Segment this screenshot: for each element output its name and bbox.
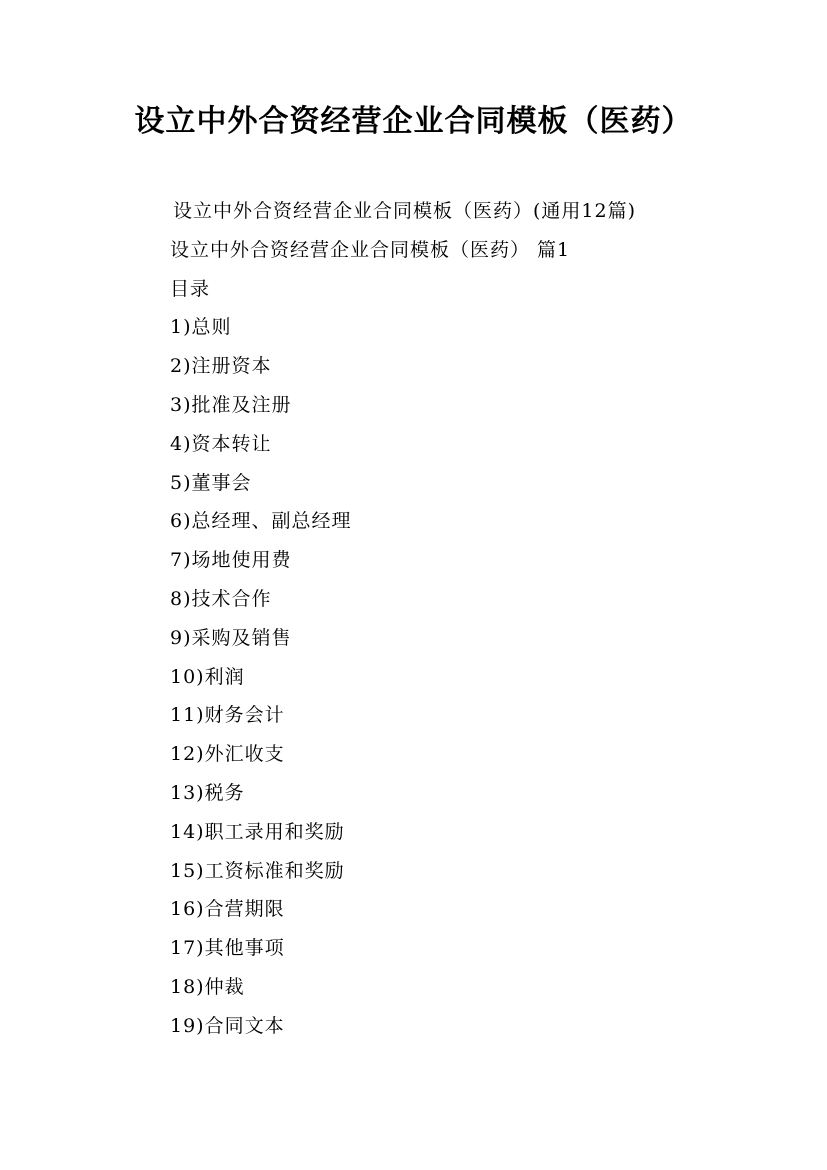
toc-item: 19)合同文本 (170, 1014, 285, 1037)
toc-item: 4)资本转让 (170, 432, 272, 455)
toc-item: 9)采购及销售 (170, 626, 292, 649)
toc-item: 18)仲裁 (170, 975, 245, 998)
toc-item: 10)利润 (170, 665, 245, 688)
toc-item: 13)税务 (170, 781, 245, 804)
toc-item: 15)工资标准和奖励 (170, 859, 345, 882)
toc-item: 14)职工录用和奖励 (170, 820, 345, 843)
document-title: 设立中外合资经营企业合同模板（医药） (134, 104, 693, 139)
toc-item: 3)批准及注册 (170, 393, 292, 416)
toc-item: 12)外汇收支 (170, 743, 285, 766)
toc-item: 6)总经理、副总经理 (170, 510, 352, 533)
document-subtitle: 设立中外合资经营企业合同模板（医药）(通用12篇) (173, 200, 637, 222)
toc-item: 11)财务会计 (170, 704, 285, 727)
toc-item: 1)总则 (170, 316, 232, 339)
toc-item: 2)注册资本 (170, 355, 272, 378)
toc-item: 7)场地使用费 (170, 549, 292, 572)
toc-item: 17)其他事项 (170, 937, 285, 960)
document-body (170, 192, 810, 1046)
toc-item: 8)技术合作 (170, 587, 272, 610)
toc-label: 目录 (170, 277, 211, 300)
toc-item: 5)董事会 (170, 471, 252, 494)
chapter-heading: 设立中外合资经营企业合同模板（医药） 篇1 (170, 238, 571, 261)
toc-item: 16)合营期限 (170, 898, 285, 921)
